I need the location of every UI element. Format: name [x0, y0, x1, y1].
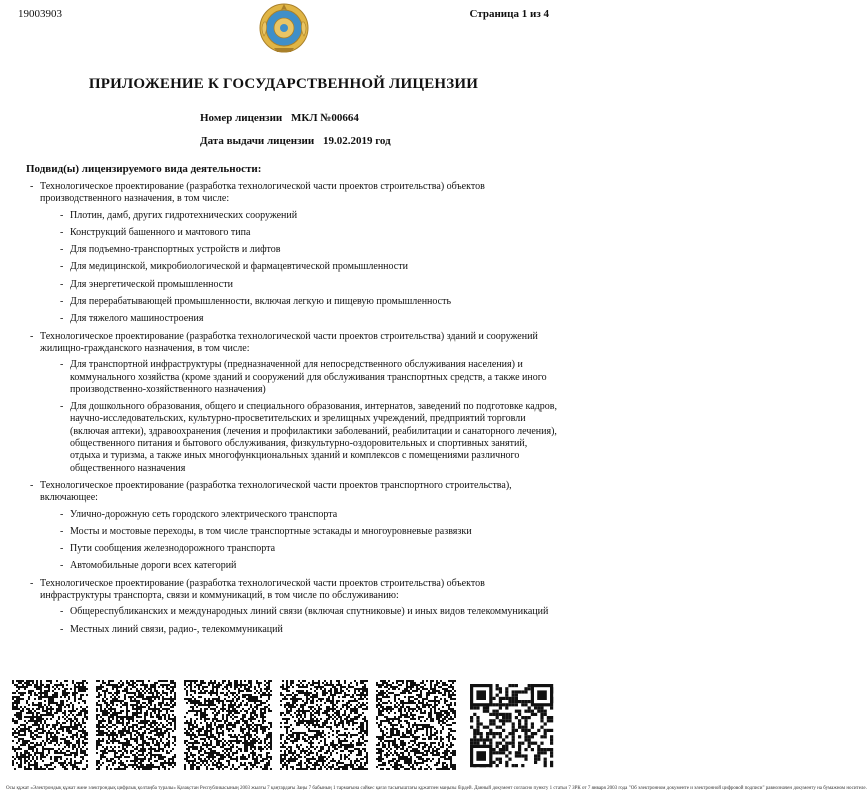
activity-subitem-text: Автомобильные дороги всех категорий [70, 560, 237, 572]
bullet-marker: - [30, 479, 34, 491]
bullet-marker: - [60, 278, 64, 290]
activity-subitem [40, 359, 558, 396]
bullet-marker: - [60, 606, 64, 618]
activity-group [30, 480, 558, 573]
barcode-block-4 [280, 680, 368, 770]
page-title: ПРИЛОЖЕНИЕ К ГОСУДАРСТВЕННОЙ ЛИЦЕНЗИИ [88, 76, 479, 92]
bullet-marker: - [60, 313, 64, 325]
barcode-block-5 [376, 680, 456, 770]
activity-group-text: Технологическое проектирование (разработка технологической части проектов строительства) объектов производственного назначения, в том числе: [40, 181, 485, 205]
activity-subitem [40, 296, 558, 308]
activity-subitem-text: Для дошкольного образования, общего и специального образования, интернатов, заведений по подготовке кадров, научно-исследовательских, культурно-просветительских и зрелищных учреждений, предприятий торговли (включая аптеки), здравоохранения (лечения и профилактики заболеваний, реабилитации и санаторного лечения), общественного питания и бытового обслуживания, физкультурно-оздоровительных и спортивных занятий, отдыха и туризма, а также иных многофункциональных зданий и комплексов с помещениями различного общественного назначения [70, 401, 557, 474]
bullet-marker: - [60, 261, 64, 273]
activity-subitem-text: Конструкций башенного и мачтового типа [70, 226, 251, 238]
activity-list [30, 181, 558, 641]
activity-subitem [40, 244, 558, 256]
activity-subitem [40, 560, 558, 572]
bullet-marker: - [60, 623, 64, 635]
activity-subitem-text: Местных линий связи, радио-, телекоммуникаций [70, 623, 283, 635]
activity-subitem-text: Плотин, дамб, других гидротехнических сооружений [70, 209, 298, 221]
activity-subitem [40, 624, 558, 636]
activity-subitem [40, 210, 558, 222]
bullet-marker: - [30, 330, 34, 342]
bullet-marker: - [60, 543, 64, 555]
activity-group [30, 331, 558, 475]
activity-subitem-text: Для транспортной инфраструктуры (предназначенной для непосредственного обслуживания населения) и коммунального хозяйства (кроме зданий и сооружений для обслуживания транспортных средств, а также иного производственно-хозяйственного назначения) [70, 359, 547, 395]
activity-subitem [40, 526, 558, 538]
barcode-block-2 [96, 680, 176, 770]
document-number: 19003903 [18, 8, 62, 20]
activity-subitem [40, 313, 558, 325]
activity-subitem [40, 543, 558, 555]
license-number-label: Номер лицензии [200, 112, 283, 124]
activity-subitem [40, 279, 558, 291]
activity-subitem-text: Для тяжелого машиностроения [70, 313, 204, 325]
activity-subitem [40, 261, 558, 273]
page-indicator: Страница 1 из 4 [469, 8, 549, 20]
activity-subitem-text: Для перерабатывающей промышленности, включая легкую и пищевую промышленность [70, 296, 452, 308]
bullet-marker: - [30, 181, 34, 192]
subtypes-heading: Подвид(ы) лицензируемого вида деятельности: [26, 163, 262, 175]
license-date-value: 19.02.2019 год [322, 135, 391, 147]
barcode-strip [0, 680, 567, 772]
bullet-marker: - [60, 296, 64, 308]
bullet-marker: - [30, 577, 34, 589]
bullet-marker: - [60, 401, 64, 413]
activity-subitem-text: Улично-дорожную сеть городского электрического транспорта [70, 508, 338, 520]
activity-subitem [40, 509, 558, 521]
legal-footer: Осы құжат «Электрондық құжат және электрондық цифрлық қолтаңба туралы» Қазақстан Республикасының 2003 жылғы 7 қаңтардағы Заңы 7 бабының 1 тармағына сәйкес қағаз тасығыштағы құжатпен маңызы бірдей. Данный документ согласно пункту 1 статьи 7 ЗРК от 7 января 2003 года "Об электронном документе и электронной цифровой подписи" равнозначен документу на бумажном носителе. [6, 786, 867, 791]
activity-group [30, 181, 558, 326]
activity-group [30, 578, 558, 636]
bullet-marker: - [60, 226, 64, 238]
activity-subitem-text: Мосты и мостовые переходы, в том числе транспортные эстакады и многоуровневые развязки [70, 525, 472, 537]
activity-subitem [40, 227, 558, 239]
activity-subitem-text: Общереспубликанских и международных линий связи (включая спутниковые) и иных видов телекоммуникаций [70, 606, 549, 618]
barcode-block-1 [12, 680, 88, 770]
activity-subitem-text: Пути сообщения железнодорожного транспорта [70, 543, 276, 555]
license-number-line [200, 112, 359, 124]
activity-subitem [40, 401, 558, 475]
activity-group-text: Технологическое проектирование (разработка технологической части проектов транспортного строительства), включающее: [40, 479, 512, 504]
bullet-marker: - [60, 508, 64, 520]
activity-subitem-text: Для подъемно-транспортных устройств и лифтов [70, 244, 281, 256]
activity-subitem [40, 606, 558, 618]
activity-subitem-text: Для медицинской, микробиологической и фармацевтической промышленности [70, 261, 408, 273]
state-emblem-icon [258, 2, 310, 54]
qr-code-icon [470, 684, 553, 767]
activity-subitem-text: Для энергетической промышленности [70, 278, 233, 290]
activity-group-text: Технологическое проектирование (разработка технологической части проектов строительства) зданий и сооружений жилищно-гражданского назначения, в том числе: [40, 330, 538, 354]
license-date-line [200, 135, 391, 147]
bullet-marker: - [60, 525, 64, 537]
bullet-marker: - [60, 209, 64, 221]
activity-group-text: Технологическое проектирование (разработка технологической части проектов строительства) объектов инфраструктуры транспорта, связи и коммуникаций, в том числе по обслуживанию: [40, 577, 485, 602]
bullet-marker: - [60, 560, 64, 572]
bullet-marker: - [60, 359, 64, 371]
barcode-block-3 [184, 680, 272, 770]
license-date-label: Дата выдачи лицензии [200, 135, 315, 147]
bullet-marker: - [60, 244, 64, 256]
license-number-value: МКЛ №00664 [291, 112, 359, 124]
